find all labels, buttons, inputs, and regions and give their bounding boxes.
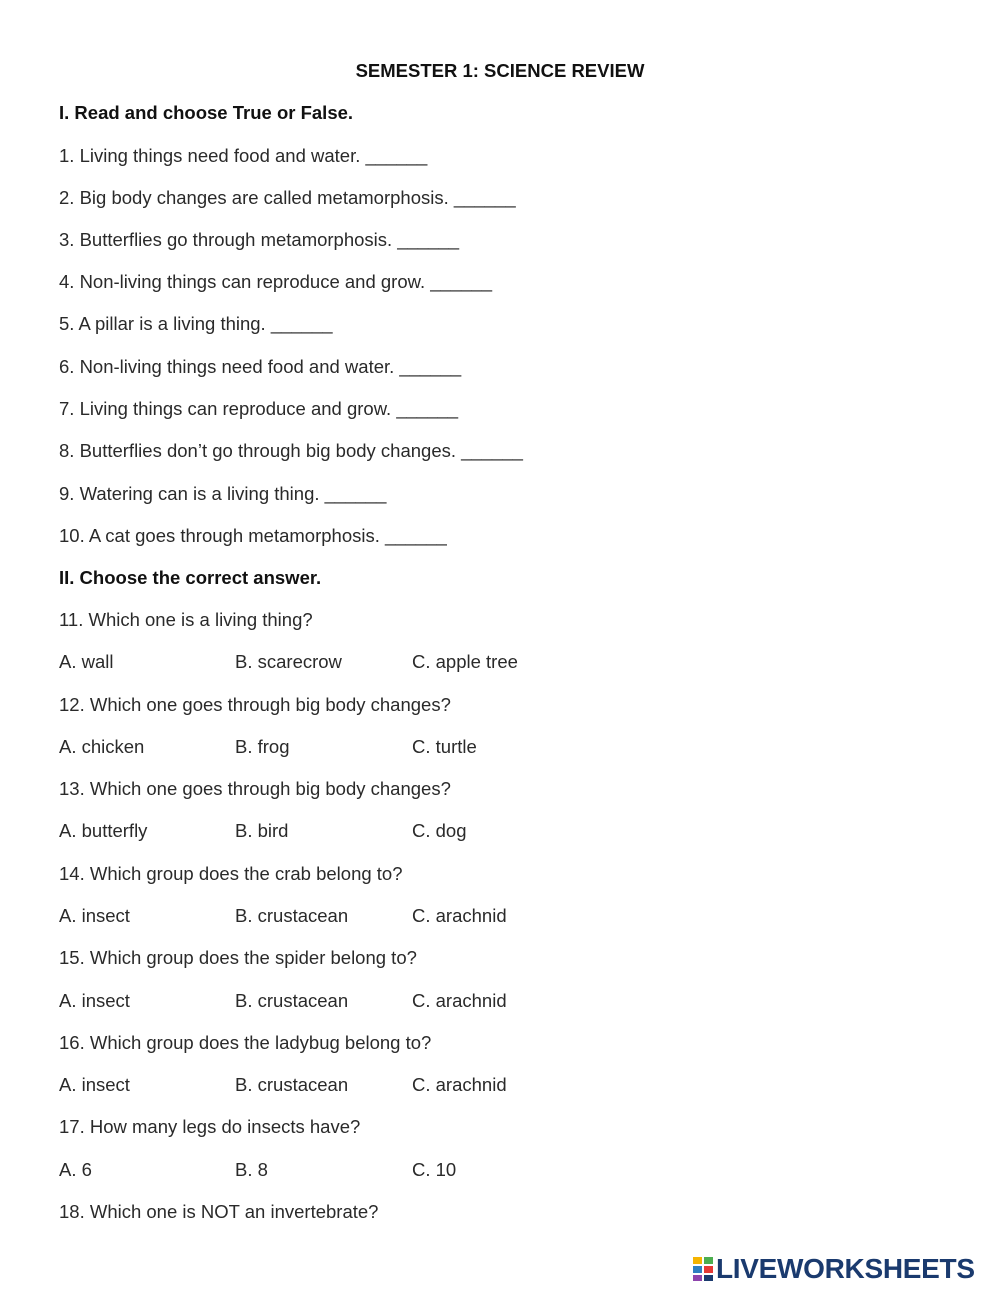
q16-option-a: A. insect bbox=[59, 1074, 130, 1095]
tf-item-10: 10. A cat goes through metamorphosis. ______ bbox=[59, 525, 447, 546]
question-16: 16. Which group does the ladybug belong to? bbox=[59, 1032, 432, 1053]
q15-option-a: A. insect bbox=[59, 990, 130, 1011]
section-2-heading: II. Choose the correct answer. bbox=[59, 567, 322, 588]
q13-option-a: A. butterfly bbox=[59, 820, 148, 841]
q14-option-c: C. arachnid bbox=[412, 905, 507, 926]
q14-option-a: A. insect bbox=[59, 905, 130, 926]
page-title: SEMESTER 1: SCIENCE REVIEW bbox=[355, 60, 645, 81]
q13-option-b: B. bird bbox=[235, 820, 289, 841]
tf-item-9: 9. Watering can is a living thing. ______ bbox=[59, 483, 387, 504]
q17-option-b: B. 8 bbox=[235, 1159, 268, 1180]
q16-option-b: B. crustacean bbox=[235, 1074, 349, 1095]
section-1-heading: I. Read and choose True or False. bbox=[59, 102, 354, 123]
question-12: 12. Which one goes through big body changes? bbox=[59, 694, 451, 715]
q15-option-b: B. crustacean bbox=[235, 990, 349, 1011]
question-15: 15. Which group does the spider belong to? bbox=[59, 947, 417, 968]
tf-item-3: 3. Butterflies go through metamorphosis. ______ bbox=[59, 229, 460, 250]
q17-option-a: A. 6 bbox=[59, 1159, 92, 1180]
q17-option-c: C. 10 bbox=[412, 1159, 457, 1180]
q14-option-b: B. crustacean bbox=[235, 905, 349, 926]
question-17: 17. How many legs do insects have? bbox=[59, 1116, 361, 1137]
q12-option-c: C. turtle bbox=[412, 736, 477, 757]
tf-item-4: 4. Non-living things can reproduce and grow. ______ bbox=[59, 271, 492, 292]
q12-option-b: B. frog bbox=[235, 736, 290, 757]
tf-item-8: 8. Butterflies don’t go through big body changes. ______ bbox=[59, 440, 523, 461]
question-13: 13. Which one goes through big body changes? bbox=[59, 778, 451, 799]
q13-option-c: C. dog bbox=[412, 820, 467, 841]
q11-option-b: B. scarecrow bbox=[235, 651, 342, 672]
liveworksheets-logo-icon bbox=[692, 1256, 714, 1282]
q11-option-c: C. apple tree bbox=[412, 651, 518, 672]
tf-item-2: 2. Big body changes are called metamorphosis. ______ bbox=[59, 187, 516, 208]
q15-option-c: C. arachnid bbox=[412, 990, 507, 1011]
tf-item-7: 7. Living things can reproduce and grow. ______ bbox=[59, 398, 459, 419]
tf-item-6: 6. Non-living things need food and water. ______ bbox=[59, 356, 462, 377]
q16-option-c: C. arachnid bbox=[412, 1074, 507, 1095]
q12-option-a: A. chicken bbox=[59, 736, 145, 757]
liveworksheets-logo bbox=[692, 1252, 975, 1286]
tf-item-5: 5. A pillar is a living thing. ______ bbox=[59, 313, 333, 334]
question-18: 18. Which one is NOT an invertebrate? bbox=[59, 1201, 379, 1222]
question-11: 11. Which one is a living thing? bbox=[59, 609, 313, 630]
liveworksheets-logo-text: LIVEWORKSHEETS bbox=[716, 1253, 975, 1284]
question-14: 14. Which group does the crab belong to? bbox=[59, 863, 403, 884]
tf-item-1: 1. Living things need food and water. ______ bbox=[59, 145, 428, 166]
q11-option-a: A. wall bbox=[59, 651, 114, 672]
